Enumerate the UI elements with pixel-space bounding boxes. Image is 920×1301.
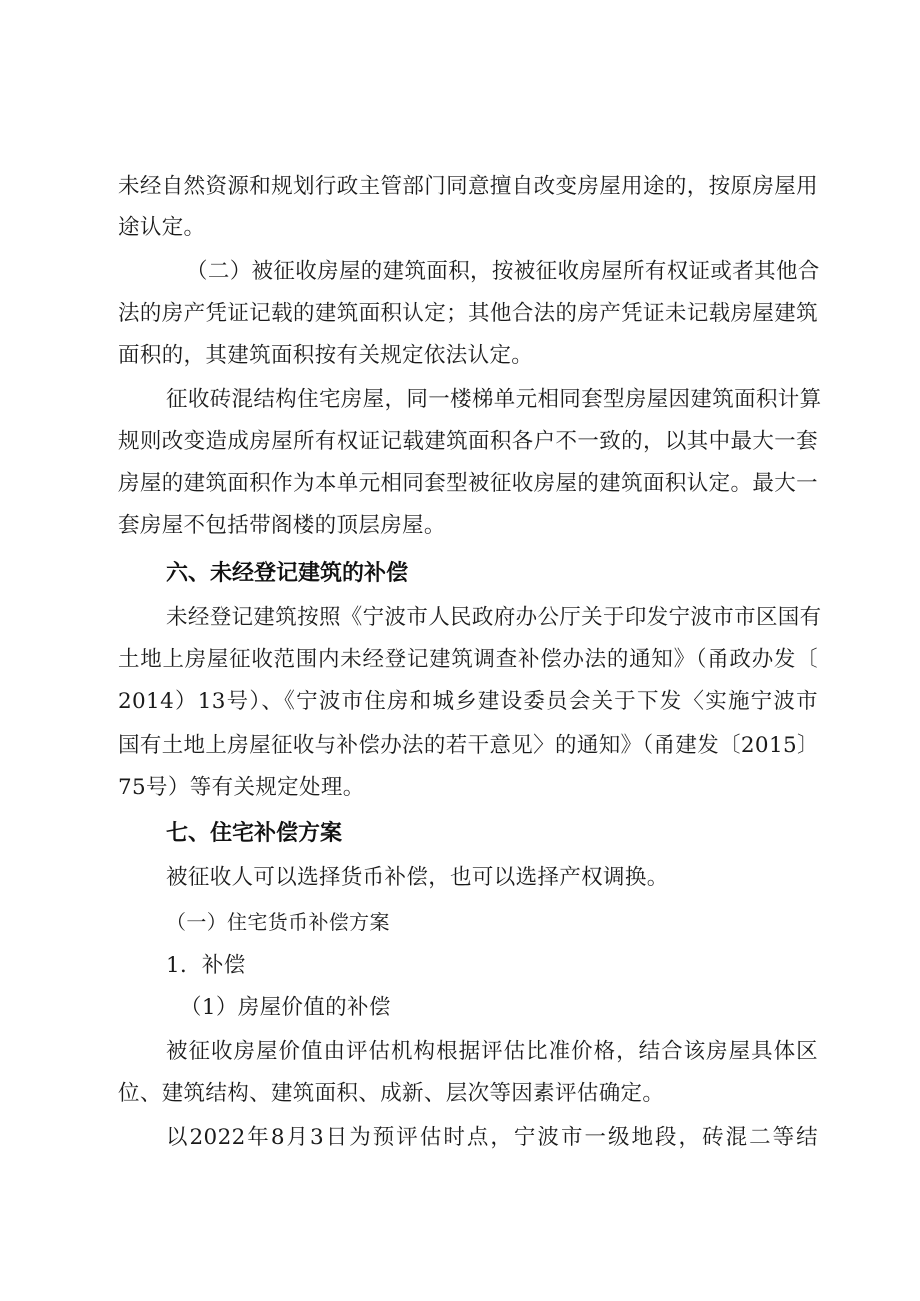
paragraph-line: 征收砖混结构住宅房屋，同一楼梯单元相同套型房屋因建筑面积计算 <box>166 387 822 412</box>
paragraph-line: 位、建筑结构、建筑面积、成新、层次等因素评估确定。 <box>118 1081 665 1106</box>
subsection-heading: （一）住宅货币补偿方案 <box>166 910 390 934</box>
paragraph-line: （二）被征收房屋的建筑面积，按被征收房屋所有权证或者其他合 <box>186 259 820 284</box>
section-heading-residential: 七、住宅补偿方案 <box>166 821 343 846</box>
paragraph-line: 2014）13号）、《宁波市住房和城乡建设委员会关于下发〈实施宁波市 <box>118 689 818 714</box>
paragraph-line: 土地上房屋征收范围内未经登记建筑调查补偿办法的通知》（甬政办发〔 <box>118 647 818 672</box>
item-heading: 1．补偿 <box>166 953 246 978</box>
paragraph-line: 以2022年8月3日为预评估时点，宁波市一级地段，砖混二等结 <box>166 1125 818 1150</box>
paragraph-line: 被征收房屋价值由评估机构根据评估比准价格，结合该房屋具体区 <box>166 1039 818 1064</box>
section-heading-unregistered: 六、未经登记建筑的补偿 <box>166 561 409 586</box>
paragraph-line: 面积的，其建筑面积按有关规定依法认定。 <box>118 343 534 368</box>
paragraph-line: 国有土地上房屋征收与补偿办法的若干意见〉的通知》（甬建发〔2015〕 <box>118 733 819 758</box>
paragraph-line: 规则改变造成房屋所有权证记载建筑面积各户不一致的，以其中最大一套 <box>118 429 818 454</box>
sub-item-heading: （1）房屋价值的补偿 <box>180 995 391 1020</box>
paragraph-line: 途认定。 <box>118 215 206 240</box>
paragraph-line: 法的房产凭证记载的建筑面积认定；其他合法的房产凭证未记载房屋建筑 <box>118 301 818 326</box>
paragraph-line: 未经自然资源和规划行政主管部门同意擅自改变房屋用途的，按原房屋用 <box>118 174 818 199</box>
paragraph-line: 未经登记建筑按照《宁波市人民政府办公厅关于印发宁波市市区国有 <box>166 605 822 630</box>
paragraph-line: 被征收人可以选择货币补偿，也可以选择产权调换。 <box>166 865 669 890</box>
paragraph-line: 75号）等有关规定处理。 <box>118 775 365 800</box>
paragraph-line: 套房屋不包括带阁楼的顶层房屋。 <box>118 513 446 538</box>
paragraph-line: 房屋的建筑面积作为本单元相同套型被征收房屋的建筑面积认定。最大一 <box>118 471 818 496</box>
